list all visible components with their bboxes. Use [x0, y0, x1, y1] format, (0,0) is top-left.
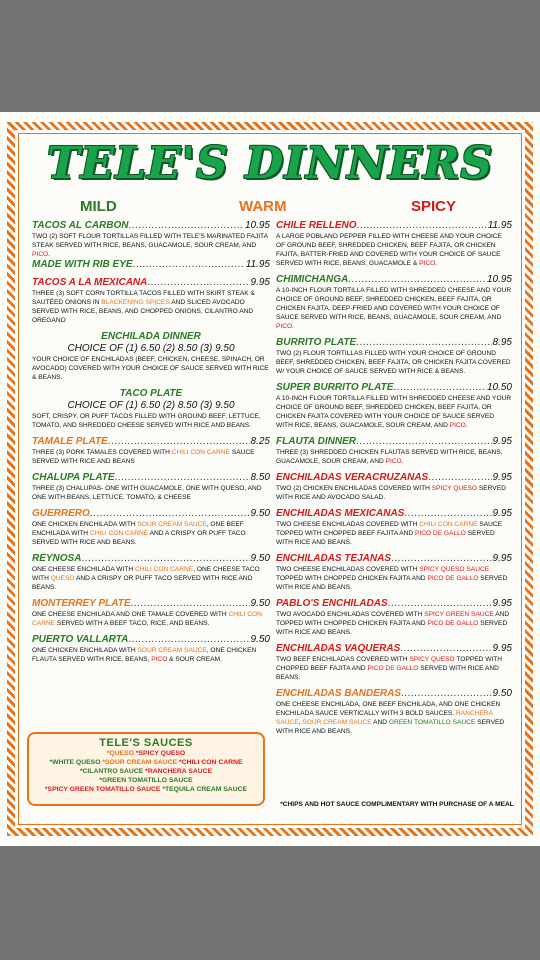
description-segment: A 10-INCH FLOUR TORTILLA FILLED WITH SHREDDED CHEESE AND YOUR CHOICE OF GROUND BEEF, SHREDDED CHICKEN, BEEF FAJITA, OR CHICKEN FAJITA COVERED WITH YOUR CHOICE OF SAUCE SERVED WITH RICE, BEANS, GUACAMOLE, SOUR CREAM, AND — [276, 395, 512, 429]
item-description — [32, 412, 270, 430]
description-segment: TWO (2) CHICKEN ENCHILADAS COVERED WITH — [276, 485, 432, 492]
description-segment: THREE (3) SHREDDED CHICKEN FLAUTAS SERVED WITH RICE, BEANS, GUACAMOLE, SOUR CREAM, AND — [276, 449, 503, 465]
description-segment: , ONE CHEESE TACO WITH — [32, 566, 260, 582]
menu-item — [32, 472, 270, 502]
leader-dots — [90, 508, 250, 520]
leader-dots — [81, 553, 249, 565]
description-segment: TWO (2) SOFT FLOUR TORTILLAS FILLED WITH TELE'S MARINATED FAJITA STEAK SERVED WITH RICE, BEANS, GUACAMOLE, SOUR CREAM, AND — [32, 233, 268, 249]
item-name: GUERRERO — [32, 508, 90, 519]
description-segment: BLACKENING SPICES — [101, 299, 170, 306]
description-segment: PICO DE GALLO — [427, 575, 479, 582]
menu-item — [32, 277, 270, 325]
description-segment: . — [465, 422, 468, 429]
item-description — [32, 289, 270, 325]
item-price: 9.95 — [492, 472, 512, 483]
item-price: 9.95 — [492, 598, 512, 609]
item-description — [32, 646, 270, 664]
item-name-row — [276, 643, 512, 655]
item-name: REYNOSA — [32, 553, 82, 564]
description-segment: . — [292, 323, 294, 330]
leader-dots — [404, 508, 491, 520]
item-name-row — [32, 436, 270, 448]
description-segment: . — [401, 458, 404, 465]
sauce-name: *SPICY QUESO — [135, 750, 186, 757]
description-segment: PICO DE GALLO — [414, 530, 466, 537]
menu-title: TELE'S DINNERS — [46, 138, 494, 189]
description-segment: SAUCE TOPPED WITH CHOPPED BEEF FAJITA AND — [276, 521, 503, 537]
description-segment: THREE (3) SOFT CORN TORTILLA TACOS FILLED WITH SKIRT STEAK & SAUTÉED ONIONS IN — [32, 290, 255, 306]
description-segment: SAUCE SERVED WITH RICE AND BEANS — [32, 449, 255, 465]
sauce-name: *RANCHERA SAUCE — [145, 768, 213, 775]
item-description — [276, 394, 512, 430]
item-price: 11.95 — [487, 220, 512, 231]
item-name: TACOS A LA MEXICANA — [32, 277, 148, 288]
item-name: BURRITO PLATE — [276, 337, 357, 348]
description-segment: SOUR CREAM SAUCE — [137, 521, 207, 528]
right-column — [276, 220, 512, 742]
item-price: 9.50 — [250, 553, 270, 564]
menu-item — [32, 436, 270, 466]
description-segment: SERVED WITH RICE AND BEANS. — [276, 665, 499, 681]
description-segment: SERVED WITH RICE AND BEANS. — [276, 575, 508, 591]
item-price: 8.95 — [492, 337, 512, 348]
heat-spicy: SPICY — [411, 198, 457, 215]
item-name: MADE WITH RIB EYE — [32, 259, 133, 270]
item-name-row — [276, 688, 512, 700]
leader-dots — [388, 598, 492, 610]
leader-dots — [147, 277, 249, 289]
description-segment: ONE CHEESE ENCHILADA AND ONE TAMALE COVERED WITH — [32, 611, 229, 618]
sauce-line — [29, 767, 263, 776]
description-segment: SERVED WITH RICE AND BEANS. — [276, 620, 508, 636]
item-heading: ENCHILADA DINNER — [101, 331, 201, 342]
description-segment: CHILI CON CARNE — [32, 611, 262, 627]
sauces-list — [29, 749, 263, 794]
sauce-line — [29, 749, 263, 758]
description-segment: AND — [371, 719, 389, 726]
description-segment: CHILI CON CARNE — [134, 566, 194, 573]
item-name-row — [276, 598, 512, 610]
item-name: ENCHILADAS VERACRUZANAS — [276, 472, 429, 483]
description-segment: , ONE BEEF ENCHILADA WITH — [32, 521, 244, 537]
item-name-row — [276, 337, 512, 349]
item-price: 9.50 — [250, 598, 270, 609]
description-segment: PICO — [32, 251, 49, 258]
description-segment: TWO BEEF ENCHILADAS COVERED WITH — [276, 656, 410, 663]
description-segment: SERVED WITH RICE AND AVOCADO SALAD. — [276, 485, 506, 501]
leader-dots — [391, 553, 492, 565]
item-price: 9.95 — [492, 508, 512, 519]
item-name: ENCHILADAS TEJANAS — [276, 553, 392, 564]
description-segment: ONE CHICKEN ENCHILADA WITH — [32, 521, 138, 528]
leader-dots — [133, 259, 245, 271]
description-segment: THREE (3) CHALUPAS- ONE WITH GUACAMOLE, ONE WITH QUESO, AND ONE WITH BEANS, LETTUCE, TOMATO, & CHEESE — [32, 485, 262, 501]
sauce-line — [29, 776, 263, 785]
item-name-row — [276, 274, 512, 286]
item-price: 9.95 — [250, 277, 270, 288]
description-segment: THREE (3) PORK TAMALES COVERED WITH — [32, 449, 172, 456]
item-price: 11.95 — [245, 259, 270, 270]
menu-item — [276, 472, 512, 502]
item-price: 10.95 — [244, 220, 270, 231]
menu-item — [32, 598, 270, 628]
description-segment: TWO CHEESE ENCHILADAS COVERED WITH — [276, 521, 420, 528]
item-name-row — [32, 508, 270, 520]
item-description — [32, 355, 270, 382]
item-description — [276, 484, 512, 502]
sauce-name: *WHITE QUESO — [49, 759, 103, 766]
item-name: ENCHILADAS VAQUERAS — [276, 643, 401, 654]
sauce-name: *SPICY GREEN TOMATILLO SAUCE — [44, 786, 163, 793]
description-segment: , ONE CHICKEN FLAUTA SERVED WITH RICE, BEANS, — [32, 647, 257, 663]
item-price: 9.95 — [492, 643, 512, 654]
menu-item — [276, 436, 512, 466]
description-segment: A 10-INCH FLOUR TORTILLA FILLED WITH SHREDDED CHEESE AND YOUR CHOICE OF GROUND BEEF, SHREDDED CHICKEN, BEEF FAJITA, OR CHICKEN FAJITA, DEEP-FRIED AND COVERED WITH YOUR CHOICE OF SAUCE SERVED WITH RICE, BEANS, GUACAMOLE, SOUR CREAM, AND — [276, 287, 512, 321]
description-segment: SOUR CREAM SAUCE — [137, 647, 207, 654]
description-segment: SPICY QUESO SAUCE — [419, 566, 490, 573]
leader-dots — [108, 436, 250, 448]
menu-item — [32, 553, 270, 592]
leader-dots — [428, 472, 491, 484]
menu-item — [32, 388, 270, 430]
item-name: TACOS AL CARBON — [32, 220, 129, 231]
item-price: 9.50 — [250, 634, 270, 645]
description-segment: PICO — [385, 458, 402, 465]
item-name: FLAUTA DINNER — [276, 436, 356, 447]
sauce-line — [29, 758, 263, 767]
heat-warm: WARM — [239, 198, 287, 215]
item-name: ENCHILADAS MEXICANAS — [276, 508, 405, 519]
item-description — [276, 565, 512, 592]
left-column — [32, 220, 270, 670]
leader-dots — [393, 382, 486, 394]
description-segment: AND A CRISPY OR PUFF TACO SERVED WITH RICE AND BEANS. — [32, 530, 246, 546]
item-choice-prices: CHOICE OF (1) 6.50 (2) 8.50 (3) 9.50 — [67, 343, 235, 354]
item-description — [276, 655, 512, 682]
item-description — [32, 484, 270, 502]
heat-mild: MILD — [80, 198, 117, 215]
item-name: PUERTO VALLARTA — [32, 634, 129, 645]
leader-dots — [401, 688, 492, 700]
description-segment: PICO — [276, 323, 293, 330]
description-segment: TWO (2) FLOUR TORTILLAS FILLED WITH YOUR CHOICE OF GROUND BEEF, SHREDDED CHICKEN, BEEF FAJITA, OR CHICKEN FAJITA COVERED W/ YOUR CHOICE OF SAUCE SERVED WITH RICE & BEANS. — [276, 350, 511, 375]
item-name-row — [32, 259, 270, 271]
leader-dots — [357, 220, 487, 232]
leader-dots — [128, 220, 243, 232]
description-segment: QUESO — [50, 575, 75, 582]
item-description — [32, 610, 270, 628]
description-segment: SOUR CREAM SAUCE — [302, 719, 372, 726]
description-segment: TWO CHEESE ENCHILADAS COVERED WITH — [276, 566, 420, 573]
leader-dots — [115, 472, 250, 484]
description-segment: PICO — [419, 260, 436, 267]
menu-item — [276, 508, 512, 547]
item-name: SUPER BURRITO PLATE — [276, 382, 394, 393]
description-segment: SERVED WITH RICE AND BEANS. — [276, 530, 495, 546]
item-description — [276, 232, 512, 268]
description-segment: TOPPED WITH CHOPPED BEEF FAJITA AND — [276, 656, 503, 672]
item-name: CHILE RELLENO — [276, 220, 357, 231]
description-segment: , — [298, 719, 303, 726]
item-name: ENCHILADAS BANDERAS — [276, 688, 402, 699]
description-segment: YOUR CHOICE OF ENCHILADAS (BEEF, CHICKEN, CHEESE, SPINACH, OR AVOCADO) COVERED WITH YOUR CHOICE OF SAUCE SERVED WITH RICE & BEANS. — [32, 356, 269, 381]
description-segment: AND SLICED AVOCADO SERVED WITH RICE, BEANS, AND CHOPPED ONIONS, CILANTRO AND OREGANO — [32, 299, 254, 324]
menu-item — [276, 382, 512, 430]
item-price: 8.50 — [250, 472, 270, 483]
leader-dots — [348, 274, 486, 286]
item-name-row — [32, 634, 270, 646]
description-segment: SPICY QUESO — [409, 656, 455, 663]
sauces-title: TELE'S SAUCES — [99, 737, 193, 749]
description-segment: SOFT, CRISPY, OR PUFF TACOS FILLED WITH GROUND BEEF, LETTUCE, TOMATO, AND SHREDDED CHEESE SERVED WITH RICE AND BEANS. — [32, 413, 261, 429]
description-segment: AND A CRISPY OR PUFF TACO SERVED WITH RICE AND BEANS. — [32, 575, 253, 591]
description-segment: PICO DE GALLO — [367, 665, 419, 672]
sauce-name: *GREEN TOMATILLO SAUCE — [99, 777, 193, 784]
item-name: TAMALE PLATE — [32, 436, 108, 447]
menu-item — [276, 337, 512, 376]
leader-dots — [400, 643, 491, 655]
sauce-name: *TEQUILA CREAM SAUCE — [162, 786, 248, 793]
item-name: CHIMICHANGA — [276, 274, 349, 285]
item-price: 9.50 — [250, 508, 270, 519]
description-segment: . — [435, 260, 438, 267]
menu-item — [32, 634, 270, 664]
sauce-name: *QUESO — [106, 750, 136, 757]
description-segment: & SOUR CREAM. — [167, 656, 222, 663]
description-segment: CHILI CON CARNE — [171, 449, 230, 456]
sauce-name: *CILANTRO SAUCE — [79, 768, 146, 775]
item-description — [32, 448, 270, 466]
item-name-row — [276, 508, 512, 520]
menu-item — [276, 220, 512, 268]
description-segment: RANCHERA SAUCE — [276, 710, 493, 726]
leader-dots — [128, 634, 249, 646]
sauce-name: *CHILI CON CARNE — [179, 759, 243, 766]
menu-item — [276, 553, 512, 592]
description-segment: ONE CHEESE ENCHILADA, ONE BEEF ENCHILADA, AND ONE CHICKEN ENCHILADA SAUCE VERTICALLY WITH 3 BOLD SAUCES. — [276, 701, 501, 717]
sauces-box — [27, 732, 265, 806]
item-name-row — [276, 436, 512, 448]
item-name-row — [276, 472, 512, 484]
item-name-row — [32, 220, 270, 232]
item-name-row — [276, 220, 512, 232]
description-segment: . — [48, 251, 50, 258]
description-segment: PICO — [449, 422, 466, 429]
menu-item — [276, 274, 512, 331]
description-segment: ONE CHICKEN ENCHILADA WITH — [32, 647, 138, 654]
description-segment: TOPPED WITH CHOPPED CHICKEN FAJITA AND — [276, 575, 428, 582]
item-description — [276, 520, 512, 547]
description-segment: GREEN TOMATILLO SAUCE — [388, 719, 476, 726]
item-price: 9.50 — [492, 688, 512, 699]
item-name-row — [276, 382, 512, 394]
description-segment: SPICY GREEN SAUCE — [424, 611, 494, 618]
item-name-row — [276, 553, 512, 565]
item-name-row — [32, 553, 270, 565]
description-segment: SERVED WITH RICE AND BEANS. — [276, 719, 505, 735]
item-price: 10.95 — [486, 274, 512, 285]
description-segment: TWO AVOCADO ENCHILADAS COVERED WITH — [276, 611, 425, 618]
item-description — [276, 286, 512, 331]
description-segment: PICO — [151, 656, 168, 663]
item-name: MONTERREY PLATE — [32, 598, 131, 609]
menu-item — [32, 508, 270, 547]
item-name-row — [32, 277, 270, 289]
description-segment: PICO DE GALLO — [427, 620, 479, 627]
item-price: 8.25 — [250, 436, 270, 447]
description-segment: CHILI CON CARNE — [89, 530, 149, 537]
item-description — [276, 700, 512, 736]
item-price: 9.95 — [492, 553, 512, 564]
item-price: 9.95 — [492, 436, 512, 447]
item-name-row — [32, 598, 270, 610]
item-price: 10.50 — [486, 382, 512, 393]
item-description — [276, 448, 512, 466]
item-description — [276, 349, 512, 376]
item-heading: TACO PLATE — [119, 388, 183, 399]
leader-dots — [131, 598, 250, 610]
sauce-name: *SOUR CREAM SAUCE — [102, 759, 180, 766]
footnote: *CHIPS AND HOT SAUCE COMPLIMENTARY WITH PURCHASE OF A MEAL — [280, 801, 514, 808]
item-name-row — [32, 472, 270, 484]
menu-item — [32, 331, 270, 382]
sauce-line — [29, 785, 263, 794]
leader-dots — [356, 436, 492, 448]
menu-item — [276, 688, 512, 736]
item-description — [32, 232, 270, 259]
description-segment: SERVED WITH A BEEF TACO, RICE, AND BEANS. — [55, 620, 210, 627]
description-segment: AND TOPPED WITH CHOPPED CHICKEN FAJITA AND — [276, 611, 510, 627]
leader-dots — [356, 337, 491, 349]
menu-item — [276, 598, 512, 637]
description-segment: SPICY QUESO — [431, 485, 478, 492]
item-description — [32, 520, 270, 547]
item-description — [276, 610, 512, 637]
description-segment: A LARGE POBLANO PEPPER FILLED WITH CHEESE AND YOUR CHOICE OF GROUND BEEF, SHREDDED CHICKEN, BEEF FAJITA, OR CHICKEN FAJITA, BATTER-FRIED AND COVERED WITH YOUR CHOICE OF SAUCE SERVED WITH RICE, BEANS, GUACAMOLE & — [276, 233, 502, 267]
description-segment: ONE CHEESE ENCHILADA WITH — [32, 566, 135, 573]
menu-item — [32, 220, 270, 271]
item-description — [32, 565, 270, 592]
description-segment: CHILI CON CARNE — [419, 521, 478, 528]
item-name: PABLO'S ENCHILADAS — [276, 598, 388, 609]
item-name: CHALUPA PLATE — [32, 472, 115, 483]
item-choice-prices: CHOICE OF (1) 6.50 (2) 8.50 (3) 9.50 — [67, 400, 235, 411]
menu-item — [276, 643, 512, 682]
